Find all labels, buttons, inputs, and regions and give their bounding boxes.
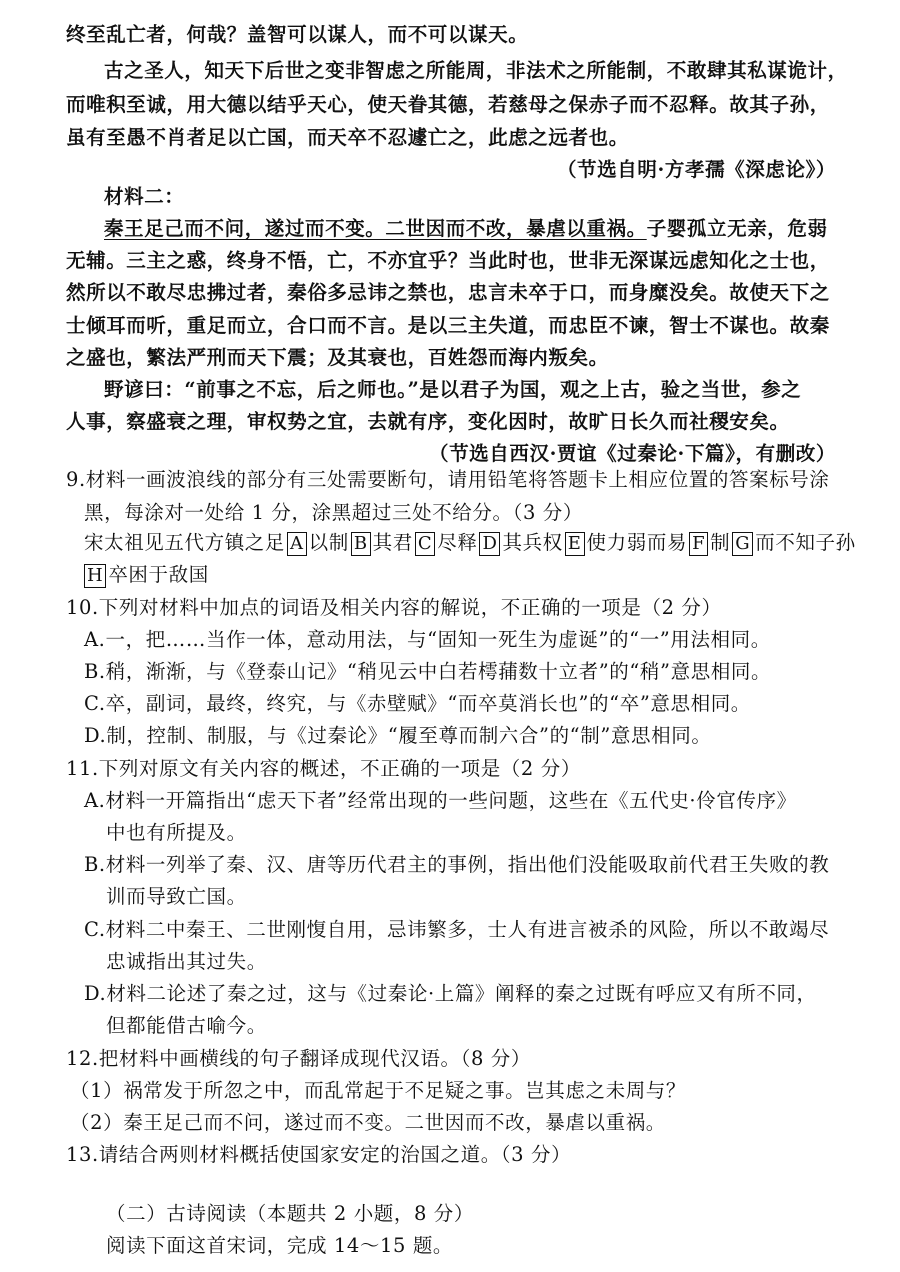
q11-option-c-line-1: C.材料二中秦王、二世刚愎自用，忌讳繁多，士人有进言被杀的风险，所以不敢竭尽 xyxy=(84,918,830,941)
q9-box-f: F xyxy=(689,532,708,556)
q10-option-b: B.稍，渐渐，与《登泰山记》“稍见云中白若樗蒱数十立者”的“稍”意思相同。 xyxy=(84,660,772,683)
q13-stem: 13.请结合两则材料概括使国家安定的治国之道。（3 分） xyxy=(66,1143,572,1166)
q9-stem-line-1: 9.材料一画波浪线的部分有三处需要断句，请用铅笔将答题卡上相应位置的答案标号涂 xyxy=(66,468,830,491)
material2-line-4: 士倾耳而听，重足而立，合口而不言。是以三主失道，而忠臣不谏，智士不谋也。故秦 xyxy=(66,314,830,337)
q9-box-b: B xyxy=(351,532,371,556)
material2-source: （节选自西汉·贾谊《过秦论·下篇》，有删改） xyxy=(428,442,836,465)
q9-passage-line-1 xyxy=(84,530,856,556)
q11-option-c-line-2: 忠诚指出其过失。 xyxy=(106,950,267,973)
q11-option-d-line-2: 但都能借古喻今。 xyxy=(106,1014,267,1037)
q10-option-d: D.制，控制、制服，与《过秦论》“履至尊而制六合”的“制”意思相同。 xyxy=(84,724,712,747)
q10-option-a: A.一，把……当作一体，意动用法，与“固知一死生为虚诞”的“一”用法相同。 xyxy=(84,628,771,651)
q9-segment: 其君 xyxy=(372,531,413,554)
q9-box-e: E xyxy=(565,532,585,556)
q11-option-d-line-1: D.材料二论述了秦之过，这与《过秦论·上篇》阐释的秦之过既有呼应又有所不同， xyxy=(84,982,817,1005)
q9-box-d: D xyxy=(479,532,500,556)
material2-line-6: 野谚曰：“前事之不忘，后之师也。”是以君子为国，观之上古，验之当世，参之 xyxy=(104,378,802,401)
material1-line-4: 虽有至愚不肖者足以亡国，而天卒不忍遽亡之，此虑之远者也。 xyxy=(66,126,629,149)
q9-passage-line-2 xyxy=(84,562,209,588)
q9-segment: 使力弱而易 xyxy=(586,531,688,554)
section2-instruction: 阅读下面这首宋词，完成 14～15 题。 xyxy=(106,1234,454,1257)
q9-segment: 尽释 xyxy=(437,531,478,554)
q9-segment: 而不知子孙 xyxy=(755,531,856,554)
q10-option-c: C.卒，副词，最终，终究，与《赤壁赋》“而卒莫消长也”的“卒”意思相同。 xyxy=(84,692,751,715)
material1-line-3: 而唯积至诚，用大德以结乎天心，使天眷其德，若慈母之保赤子而不忍释。故其子孙， xyxy=(66,93,830,116)
material2-line-1 xyxy=(104,216,828,242)
material1-line-2: 古之圣人，知天下后世之变非智虑之所能周，非法术之所能制，不敢肆其私谋诡计， xyxy=(104,59,848,82)
q12-item-2: （2）秦王足己而不问，遂过而不变。二世因而不改，暴虐以重祸。 xyxy=(70,1111,666,1134)
material2-line-5: 之盛也，繁法严刑而天下震；及其衰也，百姓怨而海内叛矣。 xyxy=(66,346,609,369)
q12-stem: 12.把材料中画横线的句子翻译成现代汉语。（8 分） xyxy=(66,1047,531,1070)
q10-stem: 10.下列对材料中加点的词语及相关内容的解说，不正确的一项是（2 分） xyxy=(66,596,722,619)
material2-line-2: 无辅。三主之惑，终身不悟，亡，不亦宜乎？当此时也，世非无深谋远虑知化之士也， xyxy=(66,249,830,272)
q11-option-a-line-2: 中也有所提及。 xyxy=(106,821,247,844)
q9-segment: 制 xyxy=(710,531,731,554)
q9-box-h: H xyxy=(84,564,106,588)
q9-segment: 卒困于敌国 xyxy=(108,563,209,586)
q9-segment: 其兵权 xyxy=(502,531,563,554)
q9-box-g: G xyxy=(732,532,753,556)
q9-segment: 以制 xyxy=(308,531,349,554)
q9-stem-line-2: 黑，每涂对一处给 1 分，涂黑超过三处不给分。（3 分） xyxy=(84,501,583,524)
material2-line-3: 然所以不敢尽忠拂过者，秦俗多忌讳之禁也，忠言未卒于口，而身糜没矣。故使天下之 xyxy=(66,281,830,304)
material2-heading: 材料二： xyxy=(104,185,185,208)
underlined-sentence: 秦王足己而不问，遂过而不变。二世因而不改，暴虐以重祸。 xyxy=(104,217,647,240)
q9-box-a: A xyxy=(287,532,307,556)
material2-line-7: 人事，察盛衰之理，审权势之宜，去就有序，变化因时，故旷日长久而社稷安矣。 xyxy=(66,410,790,433)
q11-option-a-line-1: A.材料一开篇指出“虑天下者”经常出现的一些问题，这些在《五代史·伶官传序》 xyxy=(84,789,797,812)
q11-option-b-line-2: 训而导致亡国。 xyxy=(106,885,247,908)
material1-line-1: 终至乱亡者，何哉？盖智可以谋人，而不可以谋天。 xyxy=(66,23,529,46)
material2-line-1-rest: 子婴孤立无亲，危弱 xyxy=(646,217,828,240)
q9-box-c: C xyxy=(415,532,435,556)
q11-option-b-line-1: B.材料一列举了秦、汉、唐等历代君主的事例，指出他们没能吸取前代君王失败的教 xyxy=(84,853,830,876)
q12-item-1: （1）祸常发于所忽之中，而乱常起于不足疑之事。岂其虑之未周与？ xyxy=(70,1079,687,1102)
material1-source: （节选自明·方孝孺《深虑论》） xyxy=(556,158,836,181)
section2-heading: （二）古诗阅读（本题共 2 小题，8 分） xyxy=(106,1202,475,1225)
q9-segment: 宋太祖见五代方镇之足 xyxy=(84,531,286,554)
q11-stem: 11.下列对原文有关内容的概述，不正确的一项是（2 分） xyxy=(66,757,581,780)
